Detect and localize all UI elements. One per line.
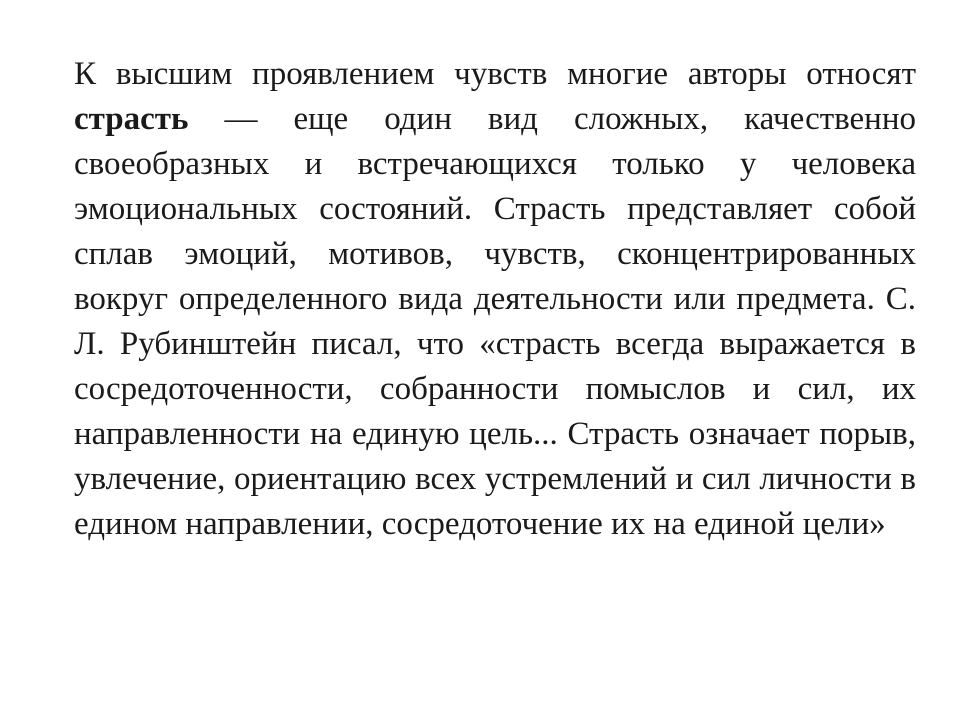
paragraph-text-body: — еще один вид сложных, качественно своеобразных и встречающихся только у человека эмоциональных состояний. Страсть представляет собой сплав эмоций, мотивов, чувств, сконцентрированных вокруг определенного вида деятельности или предмета. С. Л. Рубинштейн писал, что «страсть всегда выражается в сосредоточенности, собранности помыслов и сил, их направленности на единую цель... Страсть означает порыв, увлечение, ориентацию всех устремлений и сил личности в едином направлении, сосредоточение их на единой цели» bbox=[74, 101, 916, 542]
body-paragraph bbox=[74, 52, 916, 547]
key-term-passion: страсть bbox=[74, 101, 189, 137]
paragraph-text-intro: К высшим проявлением чувств многие авторы относят bbox=[74, 56, 916, 92]
